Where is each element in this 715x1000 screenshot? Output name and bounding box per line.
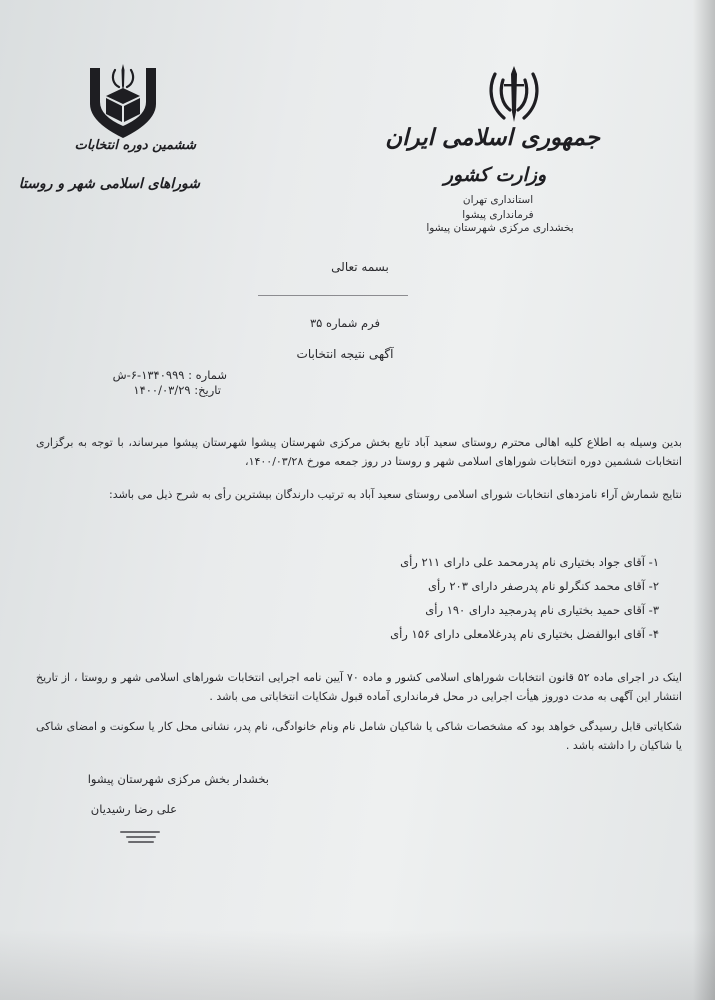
header-ministry: وزارت کشور	[443, 164, 547, 186]
results-list	[239, 550, 659, 646]
result-item: ۱- آقای جواد بختیاری نام پدرمحمد علی دارای ۲۱۱ رأی	[400, 555, 659, 569]
signatory-title: بخشدار بخش مرکزی شهرستان پیشوا	[87, 772, 269, 786]
paper-edge-shadow	[693, 0, 715, 1000]
election-logo-line1: ششمین دوره انتخابات	[74, 138, 196, 153]
complaint-period-paragraph: اینک در اجرای ماده ۵۲ قانون انتخابات شوراهای اسلامی کشور و ماده ۷۰ آیین نامه اجرایی انتخابات شوراهای اسلامی شهر و روستا ، از تاریخ انتشار این آگهی به مدت دوروز هیأت اجرایی در محل فرمانداری آماده قبول شکایات انتخاباتی می باشد .	[36, 671, 682, 703]
divider-line	[258, 295, 408, 296]
iran-emblem-icon	[486, 64, 542, 126]
signatory-name: علی رضا رشیدیان	[90, 802, 177, 816]
announcement-paragraph: بدین وسیله به اطلاع کلیه اهالی محترم روستای سعید آباد تابع بخش مرکزی شهرستان پیشوا شهرستان پیشوا میرساند، با توجه به برگزاری انتخابات ششمین دوره انتخابات شوراهای اسلامی شهر و روستا در روز جمعه مورخ ۱۴۰۰/۰۳/۲۸،	[36, 436, 682, 468]
notice-title: آگهی نتیجه انتخابات	[296, 347, 394, 361]
header-district-office: بخشداری مرکزی شهرستان پیشوا	[426, 222, 574, 234]
header-province-office: استانداری تهران	[462, 194, 534, 206]
complaint-requirements-paragraph: شکایاتی قابل رسیدگی خواهد بود که مشخصات شاکی یا شاکیان شامل نام ونام خانوادگی، نام پدر، نشانی محل کار یا سکونت و امضای شاکی یا شاکیان را داشته باشد .	[36, 720, 682, 752]
header-governorate: فرمانداری پیشوا	[462, 209, 534, 221]
paper-bottom-shadow	[0, 930, 715, 1000]
header-country-title: جمهوری اسلامی ایران	[385, 124, 600, 151]
election-logo-line2: شوراهای اسلامی شهر و روستا	[18, 176, 200, 192]
results-intro-paragraph: نتایج شمارش آراء نامزدهای انتخابات شورای اسلامی روستای سعید آباد به ترتیب دارندگان بیشترین رأی به شرح ذیل می باشد:	[108, 488, 682, 501]
signature-stamp	[120, 828, 160, 850]
result-item: ۳- آقای حمید بختیاری نام پدرمجید دارای ۱۹۰ رأی	[425, 603, 659, 617]
result-item: ۲- آقای محمد کنگرلو نام پدرصفر دارای ۲۰۳ رأی	[427, 579, 659, 593]
result-item: ۴- آقای ابوالفضل بختیاری نام پدرغلامعلی دارای ۱۵۶ رأی	[390, 627, 659, 641]
basmala: بسمه تعالی	[331, 260, 389, 274]
form-number: فرم شماره ۳۵	[310, 316, 380, 330]
election-logo-icon	[84, 60, 162, 146]
reference-date: تاریخ: ۱۴۰۰/۰۳/۲۹	[133, 383, 221, 397]
reference-number: شماره : ۱۳۴۰۹۹۹-۶-ش	[112, 368, 227, 382]
